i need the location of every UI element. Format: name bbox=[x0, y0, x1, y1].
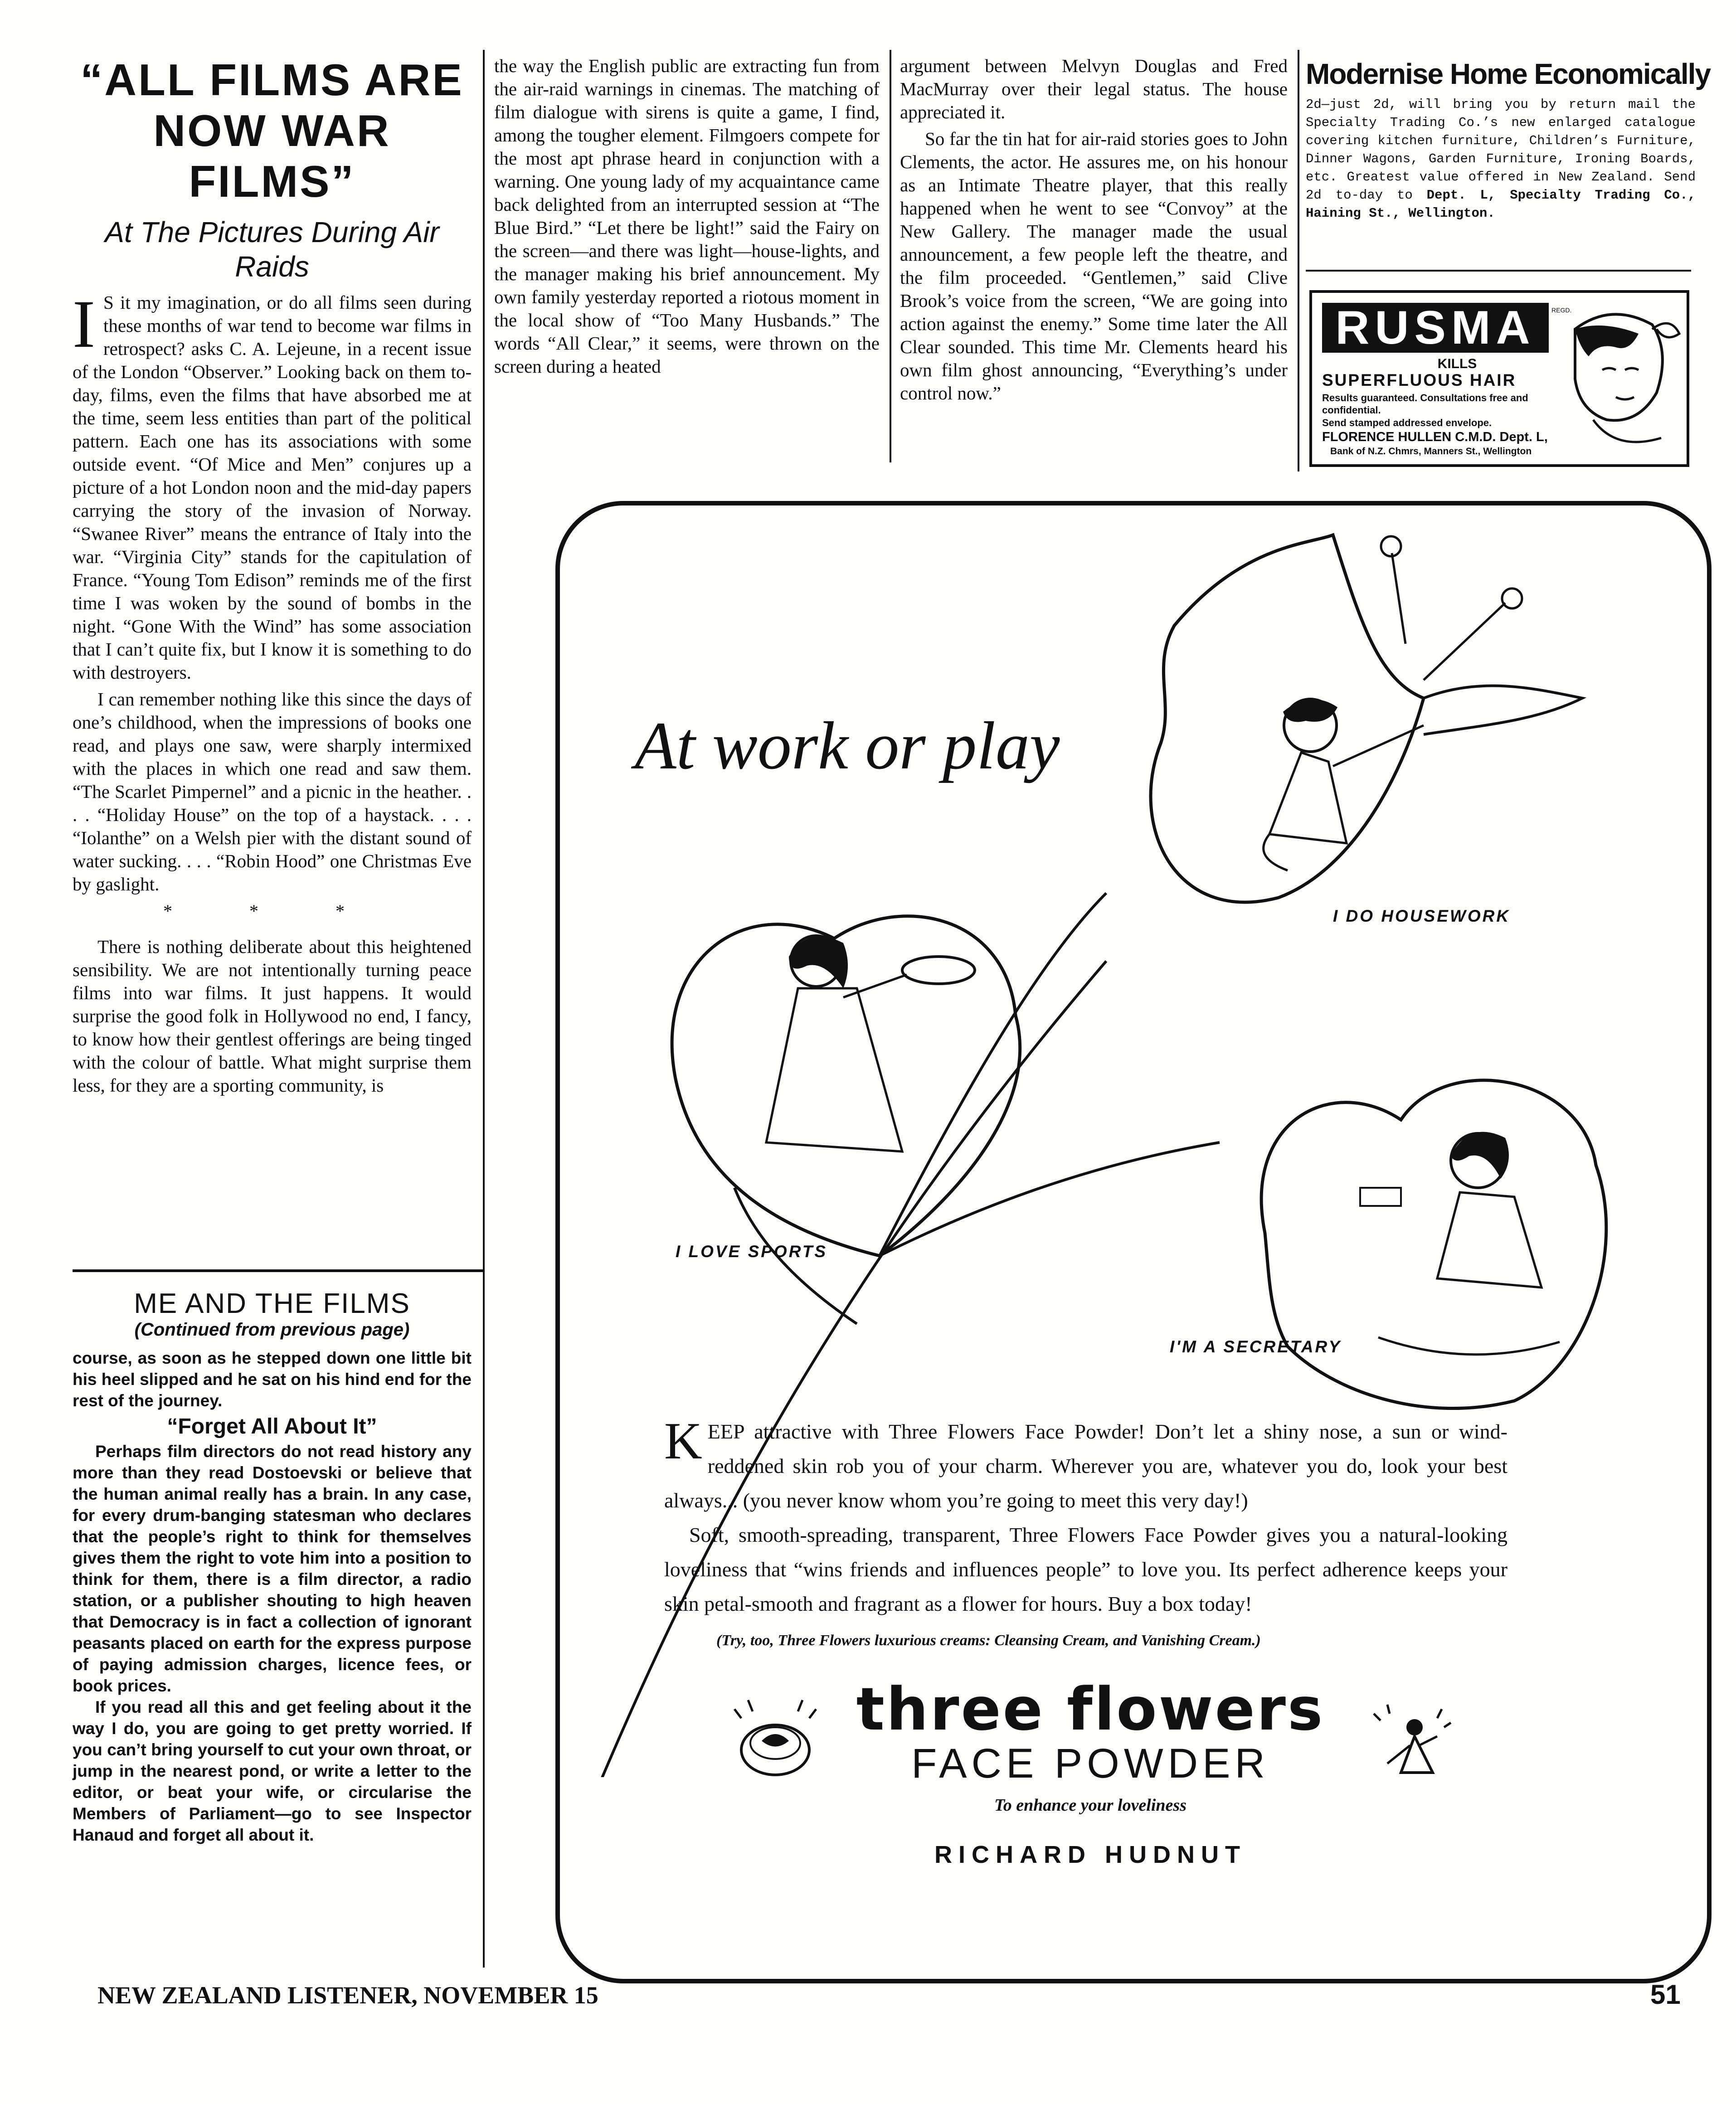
subheadline: At The Pictures During Air Raids bbox=[105, 216, 439, 283]
column-divider-horizontal bbox=[73, 1269, 483, 1272]
richard-hudnut-maker: RICHARD HUDNUT bbox=[934, 1841, 1246, 1868]
article-paragraph-3: There is nothing deliberate about this heightened sensibility. We are not intentionally turning peace films into war films. It just happens. It would surprise the good folk in Hollywood no end, I fancy, to know how their gentlest offerings are being tinged with the colour of battle. What might surprise them less, for they are a sporting community, is bbox=[73, 936, 472, 1096]
caption-sports: I LOVE SPORTS bbox=[676, 1242, 828, 1261]
column-rule-3 bbox=[1298, 50, 1299, 471]
ad-copy-paragraph-2: Soft, smooth-spreading, transparent, Three Flowers Face Powder gives you a natural-looking loveliness that “wins friends and influences people” to love you. Its perfect adherence keeps your skin petal-smooth and fragrant as a flower for hours. Buy a box today! bbox=[664, 1523, 1507, 1615]
column-rule-2 bbox=[890, 50, 891, 462]
tagline: To enhance your loveliness bbox=[994, 1796, 1187, 1815]
me-and-films-subtitle: (Continued from previous page) bbox=[134, 1320, 410, 1340]
at-work-or-play-heading: At work or play bbox=[635, 708, 1060, 783]
ad-copy-paragraph-1: KEEP attractive with Three Flowers Face Powder! Don’t let a shiny nose, a sun or wind-reddened skin rob you of your charm. Wherever you are, whatever you do, look your best always... (you never know whom you’re going to meet this very day!) bbox=[664, 1412, 1507, 1512]
me-and-films-title: ME AND THE FILMS bbox=[134, 1288, 410, 1319]
drop-cap: I bbox=[73, 287, 95, 362]
ad-copy-dropcap: K bbox=[664, 1412, 702, 1470]
rusma-results: Results guaranteed. Consultations free and confidential. bbox=[1322, 392, 1528, 416]
rusma-kills: KILLS bbox=[1437, 356, 1477, 371]
rusma-send: Send stamped addressed envelope. bbox=[1322, 417, 1492, 428]
face-powder-label: FACE POWDER bbox=[911, 1740, 1269, 1787]
article-col2-paragraph: the way the English public are extracting fun from the air-raid warnings in cinemas. The matching of film dialogue with sirens is quite a game, I find, among the tougher element. Filmgoers compete for the most apt phrase heard in conjunction with a warning. One young lady of my acquaintance came back delighted from an interrupted session at “The Blue Bird.” “Let there be light!” said the Fairy on the screen—and there was light—house-lights, and the manager making his brief announcement. My own family yesterday reported a riotous moment in the local show of “Too Many Husbands.” The words “All Clear,” it seems, were thrown on the screen during a heated bbox=[494, 55, 880, 377]
three-flowers-brand: three flowers bbox=[856, 1675, 1325, 1744]
headline: “ALL FILMS ARE NOW WAR FILMS” bbox=[80, 55, 464, 206]
caption-housework: I DO HOUSEWORK bbox=[1333, 907, 1511, 925]
three-flowers-ad-copy bbox=[664, 1414, 1507, 1621]
rusma-woman-illustration bbox=[1548, 302, 1684, 461]
me-and-films-paragraph-2: If you read all this and get feeling about it the way I do, you are going to get pretty worried. If you can’t bring yourself to cut your own throat, or jump in the nearest pond, or write a letter to the editor, or beat your wife, or circularise the Members of Parliament—go to see Inspector Hanaud and forget all about it. bbox=[73, 1698, 472, 1844]
me-and-films-intro: course, as soon as he stepped down one little bit his heel slipped and he sat on his hind end for the rest of the journey. bbox=[73, 1349, 472, 1410]
me-and-films-paragraph-1: Perhaps film directors do not read history any more than they read Dostoevski or believe that the human animal really has a brain. In any case, for every drum-banging statesman who declares that the people’s right to think for themselves gives them the right to vote him into a position to think for them, there is a film director, a radio station, or a publisher shouting to high heaven that Democracy is in fact a collection of ignorant peasants placed on earth for the express purpose of paying admission charges, licence fees, or book prices. bbox=[73, 1442, 472, 1695]
page-number: 51 bbox=[1650, 1979, 1681, 2010]
modernise-home-ad bbox=[1306, 57, 1711, 223]
article-column-3 bbox=[900, 54, 1288, 408]
powder-box-icon bbox=[725, 1691, 825, 1791]
rusma-superfluous-hair: SUPERFLUOUS HAIR bbox=[1322, 371, 1517, 389]
article-paragraph-1: I S it my imagination, or do all films seen during these months of war tend to become war films in retrospect? asks C. A. Lejeune, in a recent issue of the London “Observer.” Looking back on them to-day, films, even the films that have absorbed me at the time, seem less entities than part of the political pattern. Each one has its associations with some outside event. “Of Mice and Men” conjures up a picture of a hot London noon and the mid-day papers carrying the story of the invasion of Norway. “Swanee River” means the entrance of Italy into the war. “Virginia City” stands for the capitulation of France. “Young Tom Edison” reminds me of the first time I was woken by the sound of bombs in the night. “Gone With the Wind” has some association that I can’t quite fix, but I know it is something to do with destroyers. bbox=[73, 287, 472, 683]
article-column-1 bbox=[73, 54, 472, 1101]
publication-footer: NEW ZEALAND LISTENER, NOVEMBER 15 bbox=[97, 1982, 598, 2009]
rusma-address-street: Bank of N.Z. Chmrs, Manners St., Wellington bbox=[1330, 446, 1532, 457]
article-column-2 bbox=[494, 54, 880, 382]
article-body-col1 bbox=[73, 287, 472, 1097]
article-col3-paragraph-1: argument between Melvyn Douglas and Fred MacMurray over their legal status. The house appreciated it. bbox=[900, 55, 1288, 122]
rusma-brand-box: RUSMA bbox=[1322, 303, 1549, 353]
three-flowers-creams-note: (Try, too, Three Flowers luxurious creams: Cleansing Cream, and Vanishing Cream.) bbox=[716, 1632, 1261, 1649]
caption-secretary: I'M A SECRETARY bbox=[1170, 1337, 1342, 1356]
dancer-logo-icon bbox=[1360, 1696, 1460, 1795]
me-and-the-films-section bbox=[73, 1288, 472, 1846]
modernise-ad-title: Modernise Home Economically bbox=[1306, 58, 1711, 90]
rusma-address-name: FLORENCE HULLEN C.M.D. Dept. L, bbox=[1322, 430, 1548, 444]
rusma-ad bbox=[1309, 290, 1689, 467]
rusma-regd: REGD. bbox=[1551, 306, 1572, 314]
column-rule-1 bbox=[483, 50, 485, 1968]
secretary-petal bbox=[1261, 1080, 1606, 1409]
section-divider-stars: * * * bbox=[163, 901, 381, 921]
forget-all-about-it-subhead: “Forget All About It” bbox=[167, 1414, 377, 1438]
modernise-ad-body: 2d—just 2d, will bring you by return mail the Specialty Trading Co.’s new enlarged catalogue covering kitchen furniture, Children’s Furniture, Dinner Wagons, Garden Furniture, Ironing Boards, etc. Greatest value offered in New Zealand. Send 2d to-day to Dept. L, Specialty Trading Co., Haining St., Wellington. bbox=[1306, 97, 1696, 221]
article-paragraph-2: I can remember nothing like this since the days of one’s childhood, when the impressions of books one read, and plays one saw, were sharply intermixed with the places in which one read and saw them. “The Scarlet Pimpernel” and a picnic in the heather. . . . “Holiday House” on the top of a haystack. . . . “Iolanthe” on a Welsh pier with the distant sound of water sucking. . . . “Robin Hood” one Christmas Eve by gaslight. bbox=[73, 689, 472, 894]
ad-divider bbox=[1306, 270, 1691, 272]
housework-petal bbox=[1151, 535, 1424, 902]
me-and-films-body bbox=[73, 1347, 472, 1846]
article-col3-paragraph-2: So far the tin hat for air-raid stories goes to John Clements, the actor. He assures me, on his honour as an Intimate Theatre player, that this really happened when he went to see “Convoy” at the New Gallery. The manager made the usual announcement, a few people left the theatre, and the film proceeded. “Gentlemen,” said Clive Brook’s voice from the screen, “We are going into action against the enemy.” Some time later the All Clear sounded. This time Mr. Clements heard his own film ghost announcing, “Everything’s under control now.” bbox=[900, 128, 1288, 403]
